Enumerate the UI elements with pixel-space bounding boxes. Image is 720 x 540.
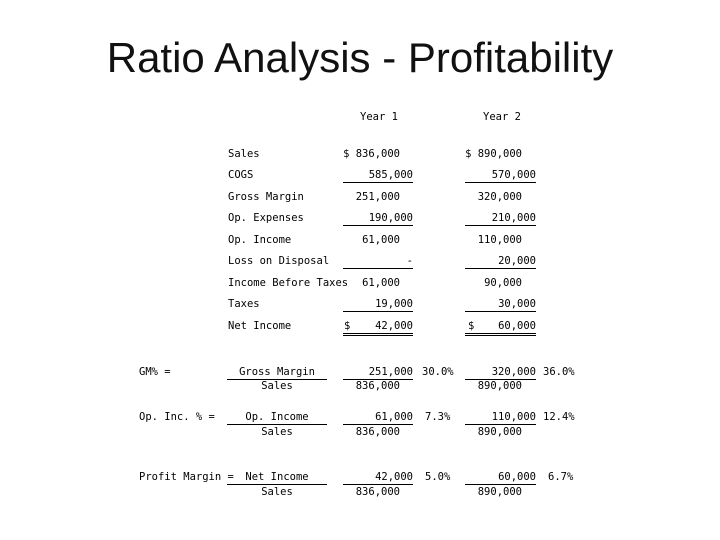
- year2-value: 210,000: [465, 211, 536, 226]
- year2-value: 60,000: [465, 319, 536, 336]
- year2-percent: 36.0%: [543, 366, 575, 378]
- year1-percent: 5.0%: [425, 471, 451, 483]
- ratio-denominator-label: Sales: [261, 426, 293, 438]
- ratio-denominator-label: Sales: [261, 380, 293, 392]
- row-label: Loss on Disposal: [228, 255, 330, 267]
- year2-value: 110,000: [477, 234, 522, 246]
- year1-percent: 7.3%: [425, 411, 451, 423]
- column-header-year1: Year 1: [360, 111, 398, 123]
- year1-percent: 30.0%: [422, 366, 454, 378]
- year1-value: 585,000: [343, 168, 413, 183]
- ratio-denominator-label: Sales: [261, 486, 293, 498]
- year1-value: 42,000: [343, 319, 413, 336]
- row-label: Sales: [228, 148, 260, 160]
- ratio-numerator-label: Gross Margin: [227, 365, 327, 380]
- year1-value: 251,000: [355, 191, 400, 203]
- year1-value: 190,000: [343, 211, 413, 226]
- year1-value: 19,000: [343, 297, 413, 312]
- year1-numerator: 42,000: [343, 470, 413, 485]
- year2-percent: 12.4%: [543, 411, 575, 423]
- year2-denominator: 890,000: [477, 380, 522, 392]
- row-label: Op. Income: [228, 234, 292, 246]
- year1-value: $ 836,000: [343, 148, 400, 160]
- year2-value: 320,000: [477, 191, 522, 203]
- year2-value: 30,000: [465, 297, 536, 312]
- year1-numerator: 61,000: [343, 410, 413, 425]
- ratio-numerator-label: Net Income: [227, 470, 327, 485]
- year2-percent: 6.7%: [548, 471, 574, 483]
- year2-currency: $: [468, 320, 475, 332]
- ratio-name: GM% =: [139, 366, 171, 378]
- year2-denominator: 890,000: [477, 486, 522, 498]
- row-label: Taxes: [228, 298, 260, 310]
- year1-denominator: 836,000: [355, 426, 400, 438]
- year1-value: 61,000: [362, 277, 400, 289]
- year2-value: 570,000: [465, 168, 536, 183]
- year2-numerator: 60,000: [465, 470, 536, 485]
- row-label: Net Income: [228, 320, 292, 332]
- ratio-name: Profit Margin =: [139, 471, 234, 483]
- year1-denominator: 836,000: [355, 486, 400, 498]
- year1-value: -: [343, 254, 413, 269]
- year1-value: 61,000: [362, 234, 400, 246]
- year2-denominator: 890,000: [477, 426, 522, 438]
- year2-value: 20,000: [465, 254, 536, 269]
- year1-currency: $: [344, 320, 351, 332]
- year2-value: $ 890,000: [465, 148, 522, 160]
- page-title: Ratio Analysis - Profitability: [106, 34, 614, 81]
- ratio-name: Op. Inc. % =: [139, 411, 215, 423]
- row-label: COGS: [228, 169, 254, 181]
- ratio-numerator-label: Op. Income: [227, 410, 327, 425]
- column-header-year2: Year 2: [483, 111, 521, 123]
- row-label: Op. Expenses: [228, 212, 304, 224]
- year1-denominator: 836,000: [355, 380, 400, 392]
- year1-numerator: 251,000: [343, 365, 413, 380]
- row-label: Gross Margin: [228, 191, 304, 203]
- year2-numerator: 320,000: [465, 365, 536, 380]
- row-label: Income Before Taxes: [228, 277, 349, 289]
- year2-numerator: 110,000: [465, 410, 536, 425]
- year2-value: 90,000: [484, 277, 522, 289]
